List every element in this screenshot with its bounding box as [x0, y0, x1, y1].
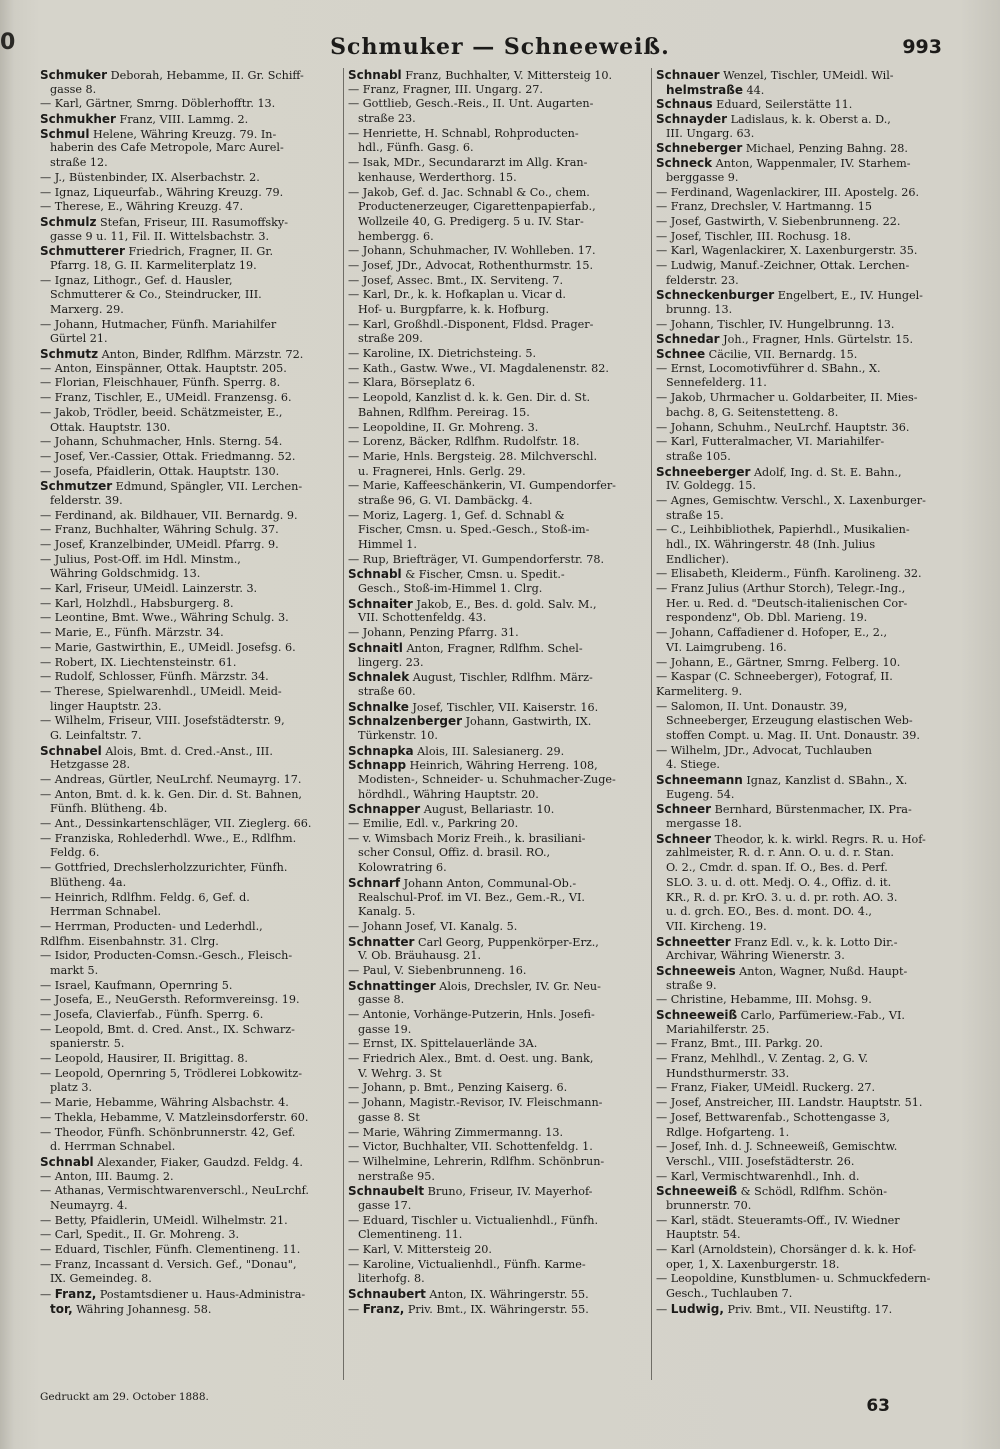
- directory-entry-line: — Josef, Assec. Bmt., IX. Serviteng. 7.: [348, 273, 564, 287]
- directory-entry-line: u. d. grch. EO., Bes. d. mont. DO. 4.,: [666, 905, 872, 919]
- directory-entry-line: Her. u. Red. d. "Deutsch-italienischen Cor-: [666, 596, 908, 610]
- directory-entry-line: Verschl., VIII. Josefstädterstr. 26.: [666, 1154, 855, 1168]
- directory-entry-line: Schneeberger Adolf, Ing. d. St. E. Bahn.,: [656, 464, 902, 479]
- directory-entry-line: Marxerg. 29.: [50, 303, 124, 316]
- directory-entry-line: — Rup, Briefträger, VI. Gumpendorferstr. 78.: [348, 552, 605, 566]
- directory-entry-line: — Marie, Hnls. Bergsteig. 28. Milchverschl.: [348, 449, 598, 463]
- directory-entry-line: — Jakob, Uhrmacher u. Goldarbeiter, II. Mies-: [656, 391, 918, 405]
- directory-entry-line: — Josefa, E., NeuGersth. Reformvereinsg. 19.: [40, 993, 300, 1007]
- directory-entry-line: Clementineng. 11.: [358, 1228, 463, 1242]
- directory-entry-line: — Moriz, Lagerg. 1, Gef. d. Schnabl &: [348, 508, 565, 522]
- directory-entry-line: — Franz Julius (Arthur Storch), Telegr.-Ing.,: [656, 582, 906, 596]
- directory-entry-line: brunng. 13.: [666, 303, 733, 316]
- directory-entry-line: — Karl (Arnoldstein), Chorsänger d. k. k. Hof-: [656, 1243, 917, 1256]
- directory-entry-line: — Johann, Magistr.-Revisor, IV. Fleischmann-: [348, 1096, 603, 1110]
- directory-entry-line: VII. Kircheng. 19.: [666, 919, 767, 933]
- directory-entry-line: straße 60.: [358, 684, 416, 698]
- directory-entry-line: Schmutzer Edmund, Spängler, VII. Lerchen-: [40, 479, 303, 494]
- directory-entry-line: — Karl, Friseur, UMeidl. Lainzerstr. 3.: [40, 582, 258, 596]
- directory-entry-line: — Ferdinand, ak. Bildhauer, VII. Bernardg. 9.: [40, 508, 298, 522]
- directory-entry-line: d. Herrman Schnabel.: [50, 1140, 176, 1154]
- directory-entry-line: gasse 19.: [358, 1022, 412, 1036]
- directory-entry-line: — v. Wimsbach Moriz Freih., k. brasiliani-: [348, 831, 586, 845]
- directory-entry-line: — Heinrich, Rdlfhm. Feldg. 6, Gef. d.: [40, 890, 250, 904]
- directory-entry-line: — Herrman, Producten- und Lederhdl.,: [40, 919, 263, 933]
- directory-columns: [36, 68, 961, 1380]
- directory-entry-line: — Athanas, Vermischtwarenverschl., NeuLrchf.: [40, 1184, 309, 1198]
- directory-entry-line: Währing Goldschmidg. 13.: [50, 567, 201, 581]
- directory-entry-line: G. Leinfaltstr. 7.: [50, 728, 142, 742]
- directory-entry-line: straße 23.: [358, 112, 416, 126]
- directory-entry-line: Schmul Helene, Währing Kreuzg. 79. In-: [40, 126, 277, 141]
- directory-entry-line: Hof- u. Burgpfarre, k. k. Hofburg.: [358, 303, 550, 316]
- directory-entry-line: — Ignaz, Lithogr., Gef. d. Hausler,: [40, 273, 233, 287]
- directory-entry-line: Schmutterer Friedrich, Fragner, II. Gr.: [40, 244, 274, 259]
- directory-entry-line: Productenerzeuger, Cigarettenpapierfab.,: [358, 200, 596, 214]
- directory-entry-line: — Leopold, Bmt. d. Cred. Anst., IX. Schwarz-: [40, 1022, 295, 1036]
- directory-entry-line: Schneeweiß & Schödl, Rdlfhm. Schön-: [656, 1184, 887, 1199]
- directory-entry-line: Gürtel 21.: [50, 332, 108, 346]
- directory-entry-line: — Josef, Gastwirth, V. Siebenbrunneng. 22.: [656, 214, 901, 228]
- directory-entry-line: — Karl, Gärtner, Smrng. Döblerhofftr. 13.: [40, 97, 276, 111]
- directory-entry-line: respondenz", Ob. Dbl. Marieng. 19.: [666, 611, 868, 625]
- directory-entry-line: gasse 8. St: [358, 1110, 420, 1124]
- column-2: [344, 68, 652, 1380]
- directory-entry-line: — Henriette, H. Schnabl, Rohproducten-: [348, 126, 579, 140]
- directory-entry-line: platz 3.: [50, 1081, 93, 1095]
- directory-entry-line: — Josef, Kranzelbinder, UMeidl. Pfarrg. 9.: [40, 538, 279, 551]
- directory-entry-line: — Josefa, Pfaidlerin, Ottak. Hauptstr. 130.: [40, 464, 280, 478]
- directory-entry-line: scher Consul, Offiz. d. brasil. RO.,: [358, 846, 551, 860]
- directory-entry-line: — Johann Josef, VI. Kanalg. 5.: [348, 919, 518, 933]
- directory-entry-line: Schnattinger Alois, Drechsler, IV. Gr. Neu-: [348, 978, 601, 993]
- directory-entry-line: — Leopoldine, Kunstblumen- u. Schmuckfedern-: [656, 1272, 931, 1286]
- directory-entry-line: Bahnen, Rdlfhm. Pereirag. 15.: [358, 405, 530, 419]
- directory-entry-line: Schnayder Ladislaus, k. k. Oberst a. D.,: [656, 112, 891, 127]
- directory-entry-line: — Christine, Hebamme, III. Mohsg. 9.: [656, 993, 872, 1007]
- column-3: [652, 68, 960, 1380]
- directory-entry-line: — Josefa, Clavierfab., Fünfh. Sperrg. 6.: [40, 1008, 264, 1021]
- directory-entry-line: Schnaubelt Bruno, Friseur, IV. Mayerhof-: [348, 1184, 593, 1199]
- directory-entry-line: Mariahilferstr. 25.: [666, 1022, 770, 1036]
- directory-entry-line: — Josef, Anstreicher, III. Landstr. Hauptstr. 51.: [656, 1096, 923, 1110]
- directory-entry-line: straße 9.: [666, 978, 717, 992]
- directory-entry-line: Fünfh. Blütheng. 4b.: [50, 802, 168, 816]
- directory-entry-line: straße 209.: [358, 332, 423, 346]
- directory-entry-line: — Isak, MDr., Secundararzt im Allg. Kran-: [348, 156, 588, 170]
- directory-entry-line: — Jakob, Trödler, beeid. Schätzmeister, E.,: [40, 405, 283, 419]
- directory-entry-line: literhofg. 8.: [358, 1272, 425, 1286]
- print-date-note: Gedruckt am 29. October 1888.: [40, 1391, 209, 1403]
- directory-entry-line: — Marie, Hebamme, Währing Alsbachstr. 4.: [40, 1096, 289, 1110]
- directory-entry-line: — Eduard, Tischler u. Victualienhdl., Fünfh.: [348, 1213, 599, 1227]
- directory-entry-line: Schnabel Alois, Bmt. d. Cred.-Anst., III.: [40, 743, 273, 758]
- directory-entry-line: Schmutterer & Co., Steindrucker, III.: [50, 288, 262, 302]
- directory-entry-line: — Josef, JDr., Advocat, Rothenthurmstr. 15.: [348, 258, 594, 272]
- directory-entry-line: straße 12.: [50, 156, 108, 170]
- directory-entry-line: V. Wehrg. 3. St: [358, 1066, 442, 1080]
- directory-entry-line: Schnabl Franz, Buchhalter, V. Mittersteig 10.: [348, 68, 613, 82]
- directory-entry-line: Fischer, Cmsn. u. Sped.-Gesch., Stoß-im-: [358, 523, 590, 537]
- directory-entry-line: VI. Laimgrubeng. 16.: [666, 640, 787, 654]
- directory-entry-line: Schmulz Stefan, Friseur, III. Rasumoffsky-: [40, 214, 288, 229]
- directory-entry-line: — J., Büstenbinder, IX. Alserbachstr. 2.: [40, 170, 260, 184]
- directory-entry-line: — Kath., Gastw. Wwe., VI. Magdalenenstr. 82.: [348, 361, 609, 375]
- directory-entry-line: Rdlfhm. Eisenbahnstr. 31. Clrg.: [40, 934, 219, 948]
- directory-entry-line: VII. Schottenfeldg. 43.: [358, 611, 487, 625]
- directory-entry-line: kenhause, Werderthorg. 15.: [358, 170, 517, 184]
- directory-entry-line: Schneeweis Anton, Wagner, Nußd. Haupt-: [656, 963, 908, 978]
- directory-entry-line: — Marie, Gastwirthin, E., UMeidl. Josefsg. 6.: [40, 640, 296, 654]
- directory-entry-line: — Johann, Penzing Pfarrg. 31.: [348, 626, 519, 640]
- directory-entry-line: — Johann, Tischler, IV. Hungelbrunng. 13.: [656, 317, 895, 331]
- directory-entry-line: gasse 8.: [50, 82, 97, 96]
- directory-entry-line: Hetzgasse 28.: [50, 758, 131, 772]
- directory-entry-line: Schneckenburger Engelbert, E., IV. Hungel-: [656, 288, 923, 303]
- directory-entry-line: Schneetter Franz Edl. v., k. k. Lotto Dir.-: [656, 934, 898, 949]
- directory-entry-line: Kanalg. 5.: [358, 905, 416, 919]
- directory-entry-line: — Karoline, IX. Dietrichsteing. 5.: [348, 347, 537, 361]
- directory-entry-line: — Jakob, Gef. d. Jac. Schnabl & Co., chem.: [348, 185, 590, 199]
- directory-entry-line: tor, Währing Johannesg. 58.: [50, 1301, 212, 1316]
- directory-entry-line: — Franz, Fiaker, UMeidl. Ruckerg. 27.: [656, 1081, 876, 1095]
- directory-entry-line: Himmel 1.: [358, 538, 417, 551]
- directory-entry-line: Hundsthurmerstr. 33.: [666, 1066, 790, 1080]
- directory-entry-line: — Franz, Buchhalter, Währing Schulg. 37.: [40, 523, 279, 537]
- page-header: [40, 34, 960, 64]
- directory-entry-line: Hauptstr. 54.: [666, 1228, 741, 1242]
- directory-entry-line: hembergg. 6.: [358, 229, 434, 243]
- directory-entry-line: Schneck Anton, Wappenmaler, IV. Starhem-: [656, 156, 911, 171]
- directory-entry-line: V. Ob. Bräuhausg. 21.: [358, 949, 482, 963]
- directory-entry-line: mergasse 18.: [666, 817, 742, 831]
- directory-entry-line: — Victor, Buchhalter, VII. Schottenfeldg. 1.: [348, 1140, 593, 1154]
- directory-entry-line: — Karl, V. Mittersteig 20.: [348, 1243, 492, 1256]
- directory-entry-line: — Karl, städt. Steueramts-Off., IV. Wiedner: [656, 1213, 900, 1227]
- directory-entry-line: — Carl, Spedit., II. Gr. Mohreng. 3.: [40, 1228, 239, 1242]
- directory-entry-line: — Ernst, IX. Spittelauerlände 3A.: [348, 1037, 538, 1051]
- directory-entry-line: Schnalek August, Tischler, Rdlfhm. März-: [348, 670, 593, 685]
- directory-entry-line: — Karl, Großhdl.-Disponent, Fldsd. Prager-: [348, 317, 594, 331]
- directory-entry-line: — Johann, E., Gärtner, Smrng. Felberg. 10.: [656, 655, 901, 669]
- directory-entry-line: Schneeberger, Erzeugung elastischen Web-: [666, 714, 913, 728]
- directory-entry-line: bachg. 8, G. Seitenstetteng. 8.: [666, 405, 839, 419]
- directory-entry-line: Feldg. 6.: [50, 846, 100, 860]
- directory-entry-line: — Isidor, Producten-Comsn.-Gesch., Fleisch-: [40, 949, 293, 963]
- directory-entry-line: hördhdl., Währing Hauptstr. 20.: [358, 787, 539, 801]
- directory-entry-line: — Karl, Wagenlackirer, X. Laxenburgerstr. 35.: [656, 244, 918, 258]
- directory-entry-line: Schnedar Joh., Fragner, Hnls. Gürtelstr. 15.: [656, 332, 914, 347]
- directory-entry-line: — Ludwig, Priv. Bmt., VII. Neustiftg. 17.: [656, 1301, 893, 1316]
- directory-entry-line: Schnatter Carl Georg, Puppenkörper-Erz.,: [348, 934, 599, 949]
- directory-entry-line: — Anton, III. Baumg. 2.: [40, 1169, 174, 1183]
- directory-entry-line: markt 5.: [50, 963, 99, 977]
- directory-entry-line: — Therese, E., Währing Kreuzg. 47.: [40, 200, 244, 214]
- directory-entry-line: haberin des Cafe Metropole, Marc Aurel-: [50, 141, 284, 155]
- directory-entry-line: — Leontine, Bmt. Wwe., Währing Schulg. 3.: [40, 611, 289, 625]
- directory-entry-line: felderstr. 39.: [50, 493, 123, 507]
- directory-entry-line: Schnapka Alois, III. Salesianerg. 29.: [348, 743, 565, 758]
- directory-entry-line: Schnee Cäcilie, VII. Bernardg. 15.: [656, 347, 858, 362]
- directory-entry-line: — Johann, Schuhmacher, Hnls. Sterng. 54.: [40, 435, 283, 449]
- directory-entry-line: — Josef, Tischler, III. Rochusg. 18.: [656, 229, 851, 243]
- sheet-number: 63: [866, 1396, 890, 1416]
- directory-entry-line: Schnaiter Jakob, E., Bes. d. gold. Salv. M.,: [348, 596, 597, 611]
- directory-entry-line: Rdlge. Hofgarteng. 1.: [666, 1125, 790, 1139]
- directory-entry-line: straße 15.: [666, 508, 724, 522]
- directory-entry-line: Neumayrg. 4.: [50, 1198, 128, 1212]
- directory-entry-line: Schnaitl Anton, Fragner, Rdlfhm. Schel-: [348, 640, 583, 655]
- directory-entry-line: — Johann, Caffadiener d. Hofoper, E., 2.,: [656, 626, 888, 640]
- directory-entry-line: — Salomon, II. Unt. Donaustr. 39,: [656, 699, 848, 713]
- directory-entry-line: Gesch., Tuchlauben 7.: [666, 1287, 793, 1301]
- directory-entry-line: — Elisabeth, Kleiderm., Fünfh. Karolineng. 32.: [656, 567, 922, 581]
- directory-entry-line: Eugeng. 54.: [666, 787, 735, 801]
- directory-entry-line: — Leopold, Opernring 5, Trödlerei Lobkowitz-: [40, 1066, 303, 1080]
- directory-entry-line: — Lorenz, Bäcker, Rdlfhm. Rudolfstr. 18.: [348, 435, 580, 449]
- left-edge-marker: 0: [0, 30, 16, 55]
- directory-entry-line: — Israel, Kaufmann, Opernring 5.: [40, 978, 233, 992]
- directory-entry-line: — Agnes, Gemischtw. Verschl., X. Laxenburger-: [656, 493, 926, 507]
- directory-entry-line: — Therese, Spielwarenhdl., UMeidl. Meid-: [40, 684, 282, 698]
- directory-entry-line: Schnarf Johann Anton, Communal-Ob.-: [348, 875, 577, 890]
- directory-entry-line: brunnerstr. 70.: [666, 1198, 752, 1212]
- directory-entry-line: Modisten-, Schneider- u. Schuhmacher-Zuge-: [358, 773, 616, 786]
- directory-entry-line: — Ferdinand, Wagenlackirer, III. Apostelg. 26.: [656, 185, 920, 199]
- directory-entry-line: — Gottfried, Drechslerholzzurichter, Fünfh.: [40, 861, 288, 875]
- directory-entry-line: — Josef, Bettwarenfab., Schottengasse 3,: [656, 1110, 890, 1124]
- directory-entry-line: — Ignaz, Liqueurfab., Währing Kreuzg. 79.: [40, 185, 284, 199]
- directory-entry-line: — Ant., Dessinkartenschläger, VII. Zieglerg. 66.: [40, 817, 312, 831]
- directory-entry-line: straße 105.: [666, 449, 731, 463]
- directory-entry-line: — Julius, Post-Off. im Hdl. Minstm.,: [40, 552, 241, 566]
- directory-entry-line: Türkenstr. 10.: [358, 728, 438, 742]
- directory-entry-line: Ottak. Hauptstr. 130.: [50, 420, 171, 434]
- directory-entry-line: Schnalzenberger Johann, Gastwirth, IX.: [348, 714, 592, 729]
- directory-entry-line: Schnaubert Anton, IX. Währingerstr. 55.: [348, 1287, 589, 1302]
- directory-entry-line: — Johann, Schuhmacher, IV. Wohlleben. 17.: [348, 244, 596, 258]
- directory-entry-line: Schneer Theodor, k. k. wirkl. Regrs. R. u. Hof-: [656, 831, 926, 846]
- directory-entry-line: Schnaus Eduard, Seilerstätte 11.: [656, 97, 853, 112]
- directory-entry-line: — Marie, Währing Zimmermanng. 13.: [348, 1125, 564, 1139]
- directory-entry-line: Schnapp Heinrich, Währing Herreng. 108,: [348, 758, 598, 773]
- directory-entry-line: — Florian, Fleischhauer, Fünfh. Sperrg. 8.: [40, 376, 281, 390]
- directory-entry-line: — Anton, Bmt. d. k. k. Gen. Dir. d. St. Bahnen,: [40, 787, 302, 801]
- directory-entry-line: Schnauer Wenzel, Tischler, UMeidl. Wil-: [656, 68, 894, 82]
- directory-entry-line: — Karl, Futteralmacher, VI. Mariahilfer-: [656, 435, 885, 449]
- directory-entry-line: zahlmeister, R. d. r. Ann. O. u. d. r. Stan.: [666, 846, 894, 860]
- directory-entry-line: — Karl, Dr., k. k. Hofkaplan u. Vicar d.: [348, 288, 566, 302]
- page-number: 993: [902, 36, 942, 58]
- column-1: [36, 68, 344, 1380]
- directory-entry-line: — Johann, Schuhm., NeuLrchf. Hauptstr. 36.: [656, 420, 910, 434]
- directory-entry-line: — Rudolf, Schlosser, Fünfh. Märzstr. 34.: [40, 670, 269, 684]
- directory-entry-line: Schnalke Josef, Tischler, VII. Kaiserstr. 16.: [348, 699, 599, 714]
- directory-entry-line: — Franz, Tischler, E., UMeidl. Franzensg. 6.: [40, 391, 292, 405]
- directory-entry-line: — Franz, Drechsler, V. Hartmanng. 15: [656, 200, 873, 214]
- directory-entry-line: Schnapper August, Bellariastr. 10.: [348, 802, 555, 817]
- directory-entry-line: hdl., Fünfh. Gasg. 6.: [358, 141, 474, 155]
- directory-entry-line: Schnabl & Fischer, Cmsn. u. Spedit.-: [348, 567, 565, 582]
- directory-entry-line: Endlicher).: [666, 552, 730, 566]
- directory-entry-line: — Wilhelm, JDr., Advocat, Tuchlauben: [656, 743, 872, 757]
- directory-entry-line: — Marie, E., Fünfh. Märzstr. 34.: [40, 626, 224, 640]
- directory-entry-line: Schneemann Ignaz, Kanzlist d. SBahn., X.: [656, 773, 908, 787]
- directory-entry-line: — Robert, IX. Liechtensteinstr. 61.: [40, 655, 237, 669]
- directory-entry-line: — Marie, Kaffeeschänkerin, VI. Gumpendorfer-: [348, 479, 616, 493]
- directory-entry-line: Schmukher Franz, VIII. Lammg. 2.: [40, 112, 249, 127]
- directory-entry-line: Gesch., Stoß-im-Himmel 1. Clrg.: [358, 582, 543, 596]
- directory-entry-line: berggasse 9.: [666, 170, 739, 184]
- directory-entry-line: — Anton, Einspänner, Ottak. Hauptstr. 205.: [40, 361, 287, 375]
- directory-entry-line: Blütheng. 4a.: [50, 875, 127, 889]
- directory-entry-line: — Karl, Vermischtwarenhdl., Inh. d.: [656, 1169, 860, 1183]
- directory-entry-line: gasse 9 u. 11, Fil. II. Wittelsbachstr. 3.: [50, 229, 270, 243]
- directory-entry-line: Archivar, Währing Wienerstr. 3.: [666, 949, 845, 963]
- directory-entry-line: felderstr. 23.: [666, 273, 739, 287]
- directory-entry-line: linger Hauptstr. 23.: [50, 699, 162, 713]
- directory-entry-line: gasse 17.: [358, 1198, 412, 1212]
- directory-entry-line: — Theodor, Fünfh. Schönbrunnerstr. 42, Gef.: [40, 1125, 296, 1139]
- directory-entry-line: lingerg. 23.: [358, 655, 424, 669]
- directory-entry-line: — Leopold, Hausirer, II. Brigittag. 8.: [40, 1052, 248, 1066]
- directory-entry-line: — Ludwig, Manuf.-Zeichner, Ottak. Lerchen-: [656, 258, 910, 272]
- directory-entry-line: — Franz, Mehlhdl., V. Zentag. 2, G. V.: [656, 1052, 869, 1066]
- directory-entry-line: — Franz, Postamtsdiener u. Haus-Administra-: [40, 1287, 306, 1302]
- directory-entry-line: O. 2., Cmdr. d. span. If. O., Bes. d. Perf.: [666, 861, 888, 875]
- directory-entry-line: Schneer Bernhard, Bürstenmacher, IX. Pra-: [656, 802, 912, 817]
- directory-entry-line: — Franz, Incassant d. Versich. Gef., "Donau",: [40, 1257, 297, 1271]
- directory-entry-line: — Klara, Börseplatz 6.: [348, 376, 476, 390]
- directory-entry-line: — Karoline, Victualienhdl., Fünfh. Karme-: [348, 1257, 586, 1271]
- directory-entry-line: u. Fragnerei, Hnls. Gerlg. 29.: [358, 464, 526, 478]
- directory-entry-line: — Wilhelmine, Lehrerin, Rdlfhm. Schönbrun-: [348, 1154, 605, 1168]
- directory-entry-line: gasse 8.: [358, 993, 405, 1007]
- directory-entry-line: — Leopold, Kanzlist d. k. k. Gen. Dir. d. St.: [348, 391, 591, 405]
- directory-entry-line: — Josef, Ver.-Cassier, Ottak. Friedmanng. 52.: [40, 449, 296, 463]
- directory-entry-line: Schmuker Deborah, Hebamme, II. Gr. Schiff-: [40, 68, 304, 82]
- directory-entry-line: — Franz, Fragner, III. Ungarg. 27.: [348, 82, 543, 96]
- directory-entry-line: — Wilhelm, Friseur, VIII. Josefstädterstr. 9,: [40, 714, 285, 728]
- directory-entry-line: nerstraße 95.: [358, 1169, 435, 1183]
- directory-entry-line: oper, 1, X. Laxenburgerstr. 18.: [666, 1257, 840, 1271]
- directory-entry-line: — Johann, p. Bmt., Penzing Kaiserg. 6.: [348, 1081, 568, 1095]
- directory-entry-line: Kolowratring 6.: [358, 861, 447, 875]
- directory-entry-line: — Antonie, Vorhänge-Putzerin, Hnls. Josefi-: [348, 1008, 595, 1021]
- directory-entry-line: spanierstr. 5.: [50, 1037, 125, 1051]
- directory-entry-line: — Franziska, Rohlederhdl. Wwe., E., Rdlfhm.: [40, 831, 297, 845]
- directory-entry-line: — Paul, V. Siebenbrunneng. 16.: [348, 963, 527, 977]
- directory-entry-line: Pfarrg. 18, G. II. Karmeliterplatz 19.: [50, 258, 257, 272]
- directory-entry-line: Schneberger Michael, Penzing Bahng. 28.: [656, 141, 908, 156]
- directory-entry-line: straße 96, G. VI. Dambäckg. 4.: [358, 493, 533, 507]
- directory-entry-line: IV. Goldegg. 15.: [666, 479, 756, 493]
- directory-entry-line: hdl., IX. Währingerstr. 48 (Inh. Julius: [666, 538, 876, 551]
- directory-entry-line: — Gottlieb, Gesch.-Reis., II. Unt. Augarten-: [348, 97, 594, 111]
- page-title: Schmuker — Schneeweiß.: [330, 34, 670, 60]
- directory-entry-line: Schmutz Anton, Binder, Rdlfhm. Märzstr. 72.: [40, 347, 304, 362]
- directory-entry-line: — Leopoldine, II. Gr. Mohreng. 3.: [348, 420, 539, 434]
- directory-entry-line: Sennefelderg. 11.: [666, 376, 767, 390]
- directory-entry-line: stoffen Compt. u. Mag. II. Unt. Donaustr. 39.: [666, 728, 920, 742]
- directory-entry-line: — Karl, Holzhdl., Habsburgerg. 8.: [40, 596, 234, 610]
- directory-entry-line: — Johann, Hutmacher, Fünfh. Mariahilfer: [40, 317, 277, 331]
- directory-entry-line: — Josef, Inh. d. J. Schneeweiß, Gemischtw.: [656, 1140, 898, 1154]
- directory-entry-line: Herrman Schnabel.: [50, 905, 162, 919]
- directory-entry-line: — Eduard, Tischler, Fünfh. Clementineng. 11.: [40, 1243, 301, 1256]
- directory-entry-line: — Betty, Pfaidlerin, UMeidl. Wilhelmstr. 21.: [40, 1213, 288, 1227]
- directory-entry-line: Realschul-Prof. im VI. Bez., Gem.-R., VI.: [358, 890, 585, 904]
- directory-entry-line: — Franz, Bmt., III. Parkg. 20.: [656, 1037, 823, 1051]
- directory-entry-line: — Ernst, Locomotivführer d. SBahn., X.: [656, 361, 881, 375]
- directory-entry-line: Karmeliterg. 9.: [656, 684, 743, 698]
- directory-entry-line: Wollzeile 40, G. Predigerg. 5 u. IV. Star-: [358, 214, 584, 228]
- directory-entry-line: SLO. 3. u. d. ott. Medj. O. 4., Offiz. d. it.: [666, 875, 892, 889]
- directory-entry-line: — Thekla, Hebamme, V. Matzleinsdorferstr. 60.: [40, 1110, 309, 1124]
- directory-entry-line: Schneeweiß Carlo, Parfümeriew.-Fab., VI.: [656, 1008, 905, 1022]
- directory-entry-line: Schnabl Alexander, Fiaker, Gaudzd. Feldg. 4.: [40, 1154, 303, 1169]
- directory-entry-line: — C., Leihbibliothek, Papierhdl., Musikalien-: [656, 523, 910, 537]
- directory-entry-line: — Andreas, Gürtler, NeuLrchf. Neumayrg. 17.: [40, 773, 302, 786]
- directory-entry-line: III. Ungarg. 63.: [666, 126, 755, 140]
- directory-entry-line: 4. Stiege.: [666, 758, 720, 772]
- directory-entry-line: IX. Gemeindeg. 8.: [50, 1272, 152, 1286]
- directory-entry-line: — Friedrich Alex., Bmt. d. Oest. ung. Bank,: [348, 1052, 594, 1066]
- directory-entry-line: — Franz, Priv. Bmt., IX. Währingerstr. 55.: [348, 1301, 589, 1316]
- directory-entry-line: helmstraße 44.: [666, 82, 765, 97]
- directory-entry-line: — Emilie, Edl. v., Parkring 20.: [348, 817, 519, 831]
- directory-entry-line: KR., R. d. pr. KrO. 3. u. d. pr. roth. AO. 3.: [666, 890, 898, 904]
- directory-entry-line: — Kaspar (C. Schneeberger), Fotograf, II.: [656, 670, 893, 684]
